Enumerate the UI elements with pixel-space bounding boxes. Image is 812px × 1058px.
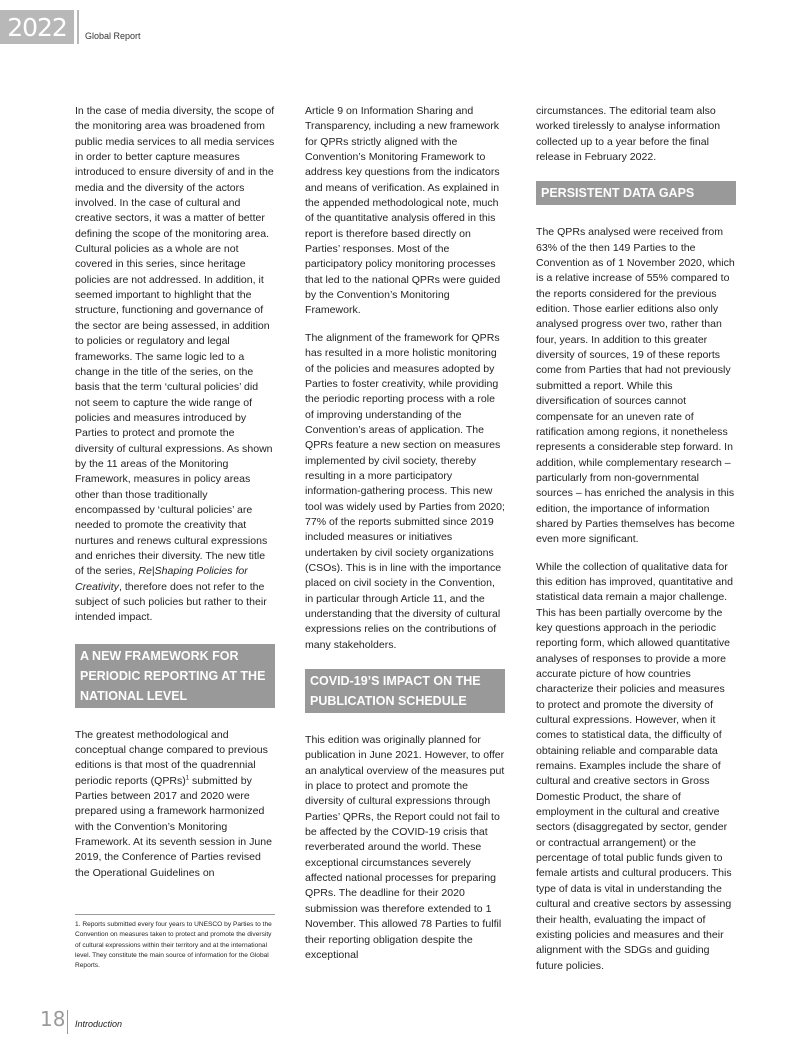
paragraph: While the collection of qualitative data for this edition has improved, quantitative and statistical data remain a major challenge. This has been partially overcome by the key questions approach in the periodic reporting form, which allowed quantitative analyses of responses to provide a more accurate picture of how countries characterize their policies and measures to protect and promote the diversity of cultural expressions. However, when it comes to statistical data, the difficulty of obtaining reliable and comparable data remains. Examples include the share of cultural and creative sectors in Gross Domestic Product, the share of employment in the cultural and creative sectors (disaggregated by sector, gender or contractual arrangement) or the percentage of total public funds given to female artists and cultural producers. This type of data is vital in understanding the cultural and creative sectors by assessing their health, evaluating the impact of existing policies and measures and their alignment with the SDGs and guiding future policies.	[536, 560, 733, 972]
page-number: 18	[40, 1007, 66, 1031]
running-header-title: Global Report	[85, 31, 141, 41]
text-column-1	[75, 104, 275, 893]
paragraph: The QPRs analysed were received from 63% of the then 149 Parties to the Convention as of 1 November 2020, which is a relative increase of 55% compared to the reports considered for the previous edition. Those earlier editions also only analysed progress over two, rather than four, years. In addition to this greater diversity of sources, 19 of these reports come from Parties that had not previously submitted a report. While this diversification of sources cannot compensate for an uneven rate of ratification among regions, it nonetheless represents a considerable step forward. In addition, while complementary research – particularly from non-governmental sources – has enriched the analysis in this edition, the importance of information shared by Parties themselves has become even more significant.	[536, 226, 735, 546]
header-divider	[77, 10, 79, 44]
text-column-3	[536, 104, 736, 986]
footnote-divider	[75, 914, 275, 915]
paragraph: circumstances. The editorial team also worked tirelessly to analyse information collected up to a year before the final release in February 2022.	[536, 105, 721, 164]
text-column-2	[305, 104, 505, 975]
paragraph: The alignment of the framework for QPRs has resulted in a more holistic monitoring of the policies and measures adopted by Parties to foster creativity, while providing the periodic reporting process with a role of improving understanding of the Convention’s areas of application. The QPRs feature a new section on measures implemented by civil society, thereby resulting in a more participatory information-gathering process. This new tool was widely used by Parties from 2020; 77% of the reports submitted since 2019 included measures or initiatives undertaken by civil society organizations (CSOs). This is in line with the importance placed on civil society in the Convention, in particular through Article 11, and the understanding that the diversity of cultural expressions relies on the contributions of many stakeholders.	[305, 331, 505, 651]
footnote-marker: 1	[185, 775, 190, 782]
section-heading: A NEW FRAMEWORK FOR PERIODIC REPORTING AT THE NATIONAL LEVEL	[75, 644, 275, 708]
paragraph: Article 9 on Information Sharing and Transparency, including a new framework for QPRs strictly aligned with the Convention’s Monitoring Framework to address key questions from the indicators and means of verification. As explained in the appended methodological note, much of the quantitative analysis offered in this report is therefore based directly on Parties’ responses. Most of the participatory policy monitoring processes that led to the national QPRs were guided by the Convention’s Monitoring Framework.	[305, 105, 501, 317]
series-title: Re|Shaping Policies for Creativity	[75, 565, 248, 593]
paragraph: In the case of media diversity, the scope of the monitoring area was broadened from public media services to all media services in order to better capture measures introduced to ensure diversity of and in the media and the diversity of the actors involved. In the case of cultural and creative sectors, it was a matter of better defining the scope of the monitoring area. Cultural policies as a whole are not covered in this series, since heritage policies are not addressed. In addition, it seemed important to highlight that the structure, functioning and governance of the sector are being assessed, in addition to policies or regulatory and legal frameworks. The same logic led to a change in the title of the series, on the basis that the term ‘cultural policies’ did not seem to capture the wide range of policies and measures introduced by Parties to protect and promote the diversity of cultural expressions. As shown by the 11 areas of the Monitoring Framework, measures in policy areas other than those traditionally encompassed by ‘cultural policies’ are needed to promote the creativity that nurtures and renews cultural expressions and enriches their diversity. The new title of the series, Re|Shaping Policies for Creativity, therefore does not refer to the subject of such policies but rather to their intended impact.	[75, 105, 275, 624]
section-heading: PERSISTENT DATA GAPS	[536, 181, 736, 205]
footnote: 1. Reports submitted every four years to UNESCO by Parties to the Convention on measures taken to protect and promote the diversity of cultural expressions within their territory and at the international level. They constitute the main source of information for the Global Reports.	[75, 921, 272, 970]
report-year-badge: 2022	[0, 10, 74, 44]
footer-section-title: Introduction	[75, 1019, 123, 1029]
paragraph: The greatest methodological and conceptual change compared to previous editions is that most of the quadrennial periodic reports (QPRs)$^1$ submitted by Parties between 2017 and 2020 were prepared using a framework harmonized with the Convention’s Monitoring Framework. At its seventh session in June 2019, the Conference of Parties revised the Operational Guidelines on	[75, 728, 272, 879]
section-heading: COVID-19’S IMPACT ON THE PUBLICATION SCHEDULE	[305, 669, 505, 713]
paragraph: This edition was originally planned for publication in June 2021. However, to offer an analytical overview of the measures put in place to protect and promote the diversity of cultural expressions through Parties’ QPRs, the Report could not fail to be affected by the COVID-19 crisis that reverberated around the world. These exceptional circumstances severely affected national processes for preparing QPRs. The deadline for their 2020 submission was therefore extended to 1 November. This allowed 78 Parties to fulfil their reporting obligation despite the exceptional	[305, 734, 505, 961]
footer-divider	[67, 1010, 68, 1034]
